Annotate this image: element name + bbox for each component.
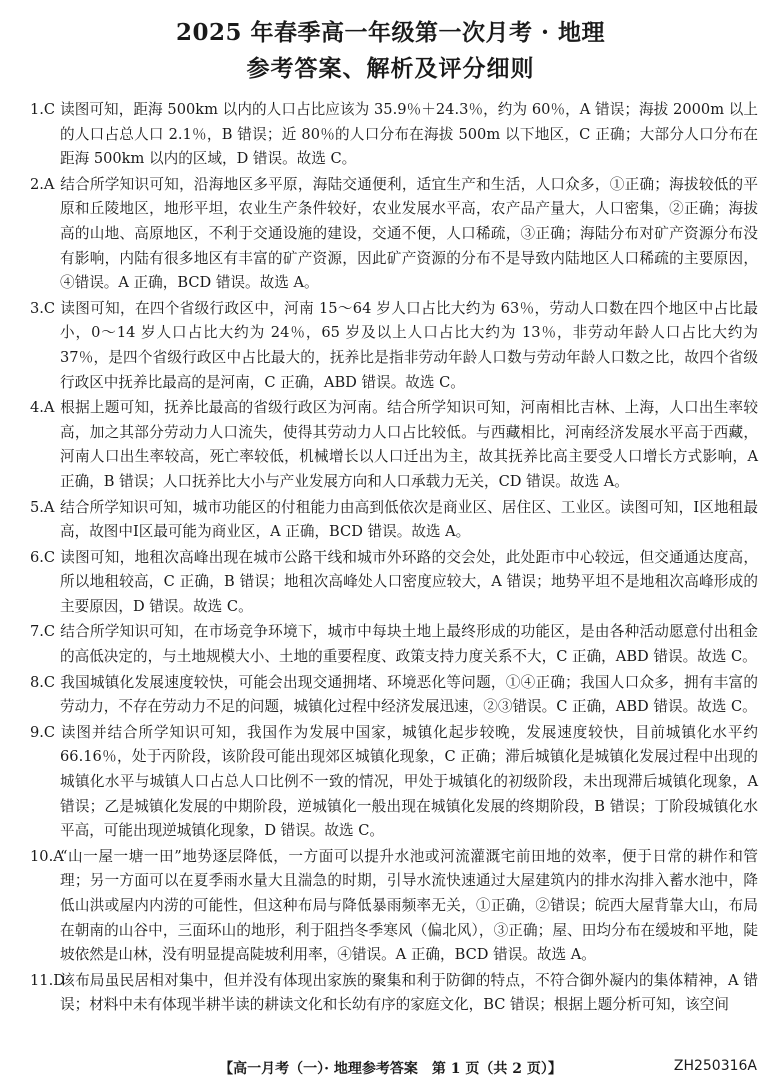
- answer-text: 该布局虽民居相对集中，但并没有体现出家族的聚集和利于防御的特点，不符合御外凝内的集体精神，A 错误；材料中未有体现半耕半读的耕读文化和长幼有序的家庭文化，BC 错误；根据上题分析可知，该空间: [60, 971, 758, 1014]
- answer-number: 7.C: [30, 623, 56, 641]
- answer-item: [30, 496, 758, 545]
- answer-number: 4.A: [30, 399, 55, 417]
- answer-number: 2.A: [30, 175, 55, 193]
- answer-number: 1.C: [30, 101, 56, 118]
- page-title: 2025 年春季高一年级第一次月考 · 地理: [175, 19, 606, 46]
- answer-item: [30, 721, 758, 844]
- answer-text: 结合所学知识可知，在市场竞争环境下，城市中每块土地上最终形成的功能区，是由各种活动愿意付出租金的高低决定的，与土地规模大小、土地的重要程度、政策支持力度关系不大，C 正确，ABD 错误。故选 C。: [60, 623, 758, 666]
- answer-text: 结合所学知识可知，城市功能区的付租能力由高到低依次是商业区、居住区、工业区。读图可知，Ⅰ区地租最高，故图中Ⅰ区最可能为商业区，A 正确，BCD 错误。故选 A。: [60, 498, 758, 541]
- answer-item: [30, 297, 758, 395]
- answer-item: [30, 671, 758, 720]
- answer-text: 读图可知，距海 500km 以内的人口占比应该为 35.9％＋24.3％，约为 60％，A 错误；海拔 2000m 以上的人口占总人口 2.1％，B 错误；近 80％的人口分布在海拔 500m 以下地区，C 正确；大部分人口分布在距海 500km 以内的区域，D 错误。故选 C。: [60, 101, 758, 168]
- answer-text: 根据上题可知，抚养比最高的省级行政区为河南。结合所学知识可知，河南相比吉林、上海，人口出生率较高，加之其部分劳动力人口流失，使得其劳动力人口占比较低。与西藏相比，河南经济发展水平高于西藏，河南人口出生率较高，死亡率较低，机械增长以人口迁出为主，故其抚养比高主要受人口增长方式影响，A 正确，B 错误；人口抚养比大小与产业发展方向和人口承载力无关，CD 错误。故选 A。: [60, 399, 758, 490]
- answer-item: [30, 969, 758, 1018]
- page-subtitle: 参考答案、解析及评分细则: [246, 55, 535, 82]
- answer-number: 11.D: [30, 971, 65, 989]
- answer-number: 9.C: [30, 723, 56, 741]
- answer-number: 10.A: [30, 847, 64, 865]
- answer-item: [30, 845, 758, 968]
- answer-number: 3.C: [30, 299, 56, 317]
- page-footer: 【高一月考（一）· 地理参考答案 第 1 页（共 2 页）】: [219, 1061, 562, 1077]
- answer-number: 8.C: [30, 673, 56, 691]
- answer-list: [30, 98, 758, 1018]
- answer-number: 6.C: [30, 548, 56, 566]
- answer-item: [30, 620, 758, 669]
- answer-number: 5.A: [30, 498, 55, 516]
- answer-text: 读图并结合所学知识可知，我国作为发展中国家，城镇化起步较晚，发展速度较快，目前城镇化水平约 66.16％，处于丙阶段，该阶段可能出现郊区城镇化现象，C 正确；滞后城镇化是城镇化发展过程中出现的城镇化水平与城镇人口占总人口比例不一致的情况，甲处于城镇化的初级阶段，未出现滞后城镇化现象，A 错误；乙是城镇化发展的中期阶段，逆城镇化一般出现在城镇化发展的终期阶段，B 错误；丁阶段城镇化水平高，可能出现逆城镇化现象，D 错误。故选 C。: [60, 723, 758, 840]
- answer-text: 结合所学知识可知，沿海地区多平原，海陆交通便利，适宜生产和生活，人口众多，①正确；海拔较低的平原和丘陵地区，地形平坦，农业生产条件较好，农业发展水平高，农产品产量大，人口密集，②正确；海拔高的山地、高原地区，不利于交通设施的建设，交通不便，人口稀疏，③正确；海陆分布对矿产资源分布没有影响，内陆有很多地区有丰富的矿产资源，因此矿产资源的分布不是导致内陆地区人口稀疏的主要原因，④错误。A 正确，BCD 错误。故选 A。: [60, 175, 758, 292]
- document-code: ZH250316A: [673, 1058, 757, 1074]
- answer-item: [30, 98, 758, 172]
- answer-text: “山一屋一塘一田”地势逐层降低，一方面可以提升水池或河流灌溉宅前田地的效率，便于日常的耕作和管理；另一方面可以在夏季雨水量大且湍急的时期，引导水流快速通过大屋建筑内的排水沟排入蓄水池中，降低山洪或屋内内涝的可能性，但这种布局与降低暴雨频率无关，①正确，②错误；皖西大屋背靠大山，布局在朝南的山谷中，三面环山的地形，利于阻挡冬季寒风（偏北风），③正确；屋、田均分布在缓坡和平地，陡坡依然是山林，没有明显提高陡坡利用率，④错误。A 正确，BCD 错误。故选 A。: [60, 847, 758, 964]
- answer-item: [30, 546, 758, 620]
- answer-item: [30, 173, 758, 296]
- answer-item: [30, 396, 758, 494]
- answer-text: 我国城镇化发展速度较快，可能会出现交通拥堵、环境恶化等问题，①④正确；我国人口众多，拥有丰富的劳动力，不存在劳动力不足的问题，城镇化过程中经济发展迅速，②③错误。C 正确，ABD 错误。故选 C。: [60, 673, 758, 716]
- answer-text: 读图可知，在四个省级行政区中，河南 15～64 岁人口占比大约为 63％，劳动人口数在四个地区中占比最小，0～14 岁人口占比大约为 24％，65 岁及以上人口占比大约为 13％，非劳动年龄人口占比大约为 37％，是四个省级行政区中占比最大的，抚养比是指非劳动年龄人口数与劳动年龄人口数之比，故四个省级行政区中抚养比最高的是河南，C 正确，ABD 错误。故选 C。: [60, 299, 758, 391]
- answer-text: 读图可知，地租次高峰出现在城市公路干线和城市外环路的交会处，此处距市中心较远，但交通通达度高，所以地租较高，C 正确，B 错误；地租次高峰处人口密度应较大，A 错误；地势平坦不是地租次高峰形成的主要原因，D 错误。故选 C。: [60, 548, 758, 615]
